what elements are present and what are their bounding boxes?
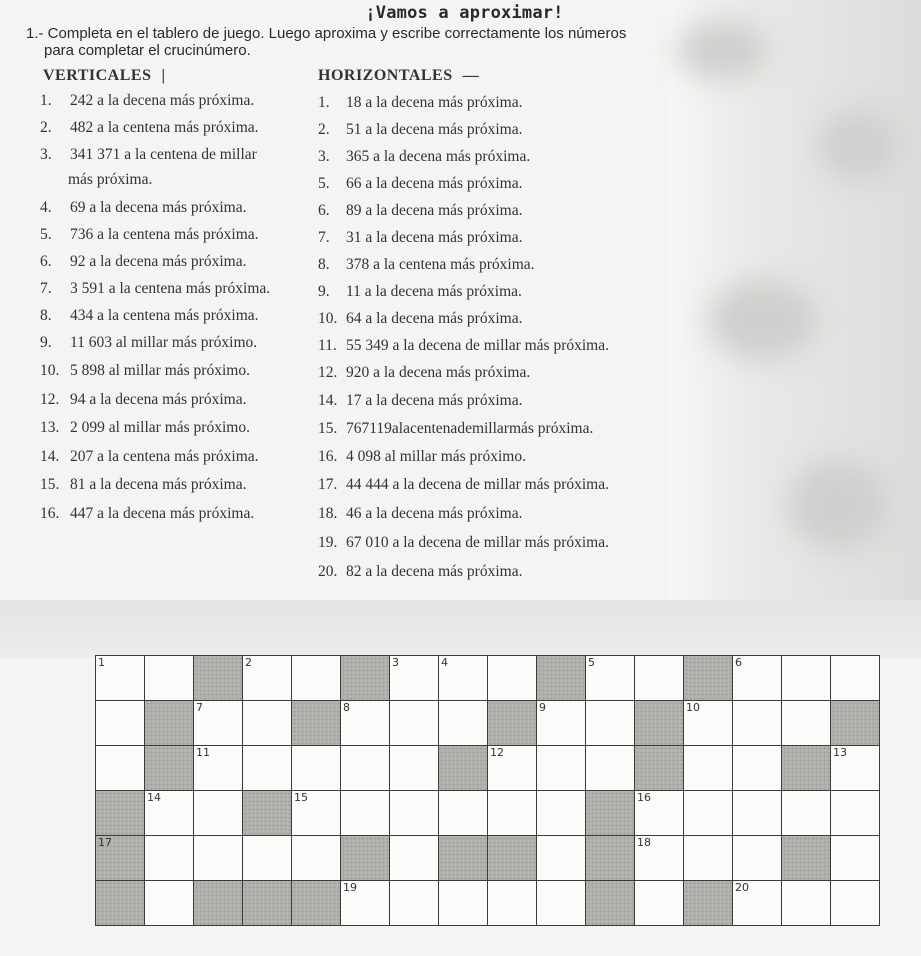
grid-cell[interactable] <box>96 746 145 791</box>
instruction <box>26 25 656 59</box>
grid-cell-blocked <box>488 701 537 746</box>
grid-cell[interactable] <box>292 836 341 881</box>
verticales-heading <box>43 67 166 85</box>
clue-number: 7. <box>40 280 52 297</box>
clue-text: 920 a la decena más próxima. <box>346 364 531 381</box>
clue-text: 207 a la centena más próxima. <box>70 448 259 465</box>
cell-number: 10 <box>686 701 700 714</box>
clue-text: 434 a la centena más próxima. <box>70 307 259 324</box>
grid-cell-blocked <box>194 881 243 926</box>
grid-cell-blocked <box>439 836 488 881</box>
clue-number: 20. <box>318 563 338 580</box>
clue-number: 8. <box>318 256 330 273</box>
cell-number: 15 <box>294 791 308 804</box>
clue-item <box>40 226 259 244</box>
cell-number: 19 <box>343 881 357 894</box>
blur-blob <box>678 20 768 80</box>
clue-item <box>40 419 250 437</box>
clue-item <box>318 202 522 220</box>
clue-text: 51 a la decena más próxima. <box>346 121 523 138</box>
grid-row <box>96 656 880 701</box>
grid-cell[interactable] <box>488 746 537 791</box>
grid-cell[interactable] <box>96 701 145 746</box>
grid-row <box>96 791 880 836</box>
clue-item <box>318 148 530 166</box>
grid-cell-blocked <box>194 656 243 701</box>
clue-item <box>40 199 246 217</box>
grid-cell-blocked <box>537 656 586 701</box>
grid-cell[interactable] <box>341 791 390 836</box>
grid-cell[interactable] <box>145 791 194 836</box>
grid-cell[interactable] <box>390 746 439 791</box>
grid-cell[interactable] <box>733 746 782 791</box>
verticales-heading-label: VERTICALES <box>43 67 152 84</box>
clue-text: 44 444 a la decena de millar más próxima. <box>346 476 609 493</box>
grid-cell[interactable] <box>488 791 537 836</box>
grid-cell-blocked <box>292 701 341 746</box>
grid-cell[interactable] <box>96 656 145 701</box>
clue-text: 31 a la decena más próxima. <box>346 229 523 246</box>
cell-number: 1 <box>98 656 105 669</box>
clue-item <box>40 391 246 409</box>
cell-number: 18 <box>637 836 651 849</box>
clue-number: 12. <box>40 391 60 408</box>
grid-cell[interactable] <box>586 746 635 791</box>
clue-number: 10. <box>40 362 60 379</box>
clue-item <box>318 175 522 193</box>
grid-row <box>96 881 880 926</box>
clue-number: 12. <box>318 364 338 381</box>
grid-cell[interactable] <box>194 791 243 836</box>
clue-number: 9. <box>318 283 330 300</box>
grid-cell[interactable] <box>635 881 684 926</box>
grid-cell[interactable] <box>782 656 831 701</box>
clue-text: 378 a la centena más próxima. <box>346 256 535 273</box>
grid-cell[interactable] <box>684 791 733 836</box>
grid-cell-blocked <box>782 836 831 881</box>
cell-number: 5 <box>588 656 595 669</box>
grid-cell[interactable] <box>831 656 880 701</box>
grid-row <box>96 746 880 791</box>
clue-text: 64 a la decena más próxima. <box>346 310 523 327</box>
instruction-line: para completar el crucinúmero. <box>44 42 251 59</box>
clue-item <box>40 253 246 271</box>
grid-cell[interactable] <box>831 836 880 881</box>
clue-item <box>40 307 259 325</box>
clue-number: 2. <box>318 121 330 138</box>
grid-cell[interactable] <box>488 881 537 926</box>
clue-number: 11. <box>318 337 337 354</box>
grid-cell-blocked <box>96 791 145 836</box>
clue-item <box>318 448 526 466</box>
clue-number: 18. <box>318 505 338 522</box>
clue-text: 67 010 a la decena de millar más próxima. <box>346 534 609 551</box>
clue-text: 89 a la decena más próxima. <box>346 202 523 219</box>
grid-cell[interactable] <box>390 701 439 746</box>
clue-number: 1. <box>318 94 330 111</box>
cell-number: 17 <box>98 836 112 849</box>
grid-cell[interactable] <box>537 791 586 836</box>
page-title: ¡Vamos a aproximar! <box>365 3 564 23</box>
clue-item <box>40 146 257 164</box>
blurred-margin <box>668 0 921 600</box>
clue-text: 18 a la decena más próxima. <box>346 94 523 111</box>
grid-cell-blocked <box>243 881 292 926</box>
clue-number: 17. <box>318 476 338 493</box>
grid-cell[interactable] <box>243 836 292 881</box>
clue-number: 9. <box>40 334 52 351</box>
cell-number: 2 <box>245 656 252 669</box>
clue-number: 3. <box>318 148 330 165</box>
clue-number: 10. <box>318 310 338 327</box>
grid-cell[interactable] <box>537 836 586 881</box>
grid-cell-blocked <box>635 746 684 791</box>
grid-cell[interactable] <box>439 881 488 926</box>
grid-cell[interactable] <box>831 791 880 836</box>
cell-number: 7 <box>196 701 203 714</box>
clue-item <box>40 280 270 298</box>
grid-cell-blocked <box>488 836 537 881</box>
grid-cell[interactable] <box>782 791 831 836</box>
grid-cell[interactable] <box>145 836 194 881</box>
cell-number: 6 <box>735 656 742 669</box>
clue-text: 81 a la decena más próxima. <box>70 476 247 493</box>
clue-number: 5. <box>40 226 52 243</box>
horizontales-heading <box>318 67 479 85</box>
grid-cell-blocked <box>684 656 733 701</box>
clue-item <box>318 392 522 410</box>
cell-number: 9 <box>539 701 546 714</box>
clue-item <box>40 448 259 466</box>
clue-number: 16. <box>318 448 338 465</box>
grid-cell[interactable] <box>733 791 782 836</box>
grid-cell-blocked <box>586 836 635 881</box>
clue-text: 66 a la decena más próxima. <box>346 175 523 192</box>
cell-number: 13 <box>833 746 847 759</box>
grid-cell[interactable] <box>488 656 537 701</box>
clue-number: 14. <box>318 392 338 409</box>
grid-cell[interactable] <box>782 701 831 746</box>
grid-cell[interactable] <box>733 836 782 881</box>
grid-cell-blocked <box>145 746 194 791</box>
clue-item <box>40 334 257 352</box>
cell-number: 3 <box>392 656 399 669</box>
clue-item <box>40 92 254 110</box>
clue-item <box>318 94 522 112</box>
blur-blob <box>788 460 888 550</box>
grid-cell-blocked <box>439 746 488 791</box>
clue-number: 14. <box>40 448 60 465</box>
grid-cell[interactable] <box>145 656 194 701</box>
grid-cell-blocked <box>341 836 390 881</box>
grid-cell[interactable] <box>537 746 586 791</box>
cell-number: 14 <box>147 791 161 804</box>
grid-cell-blocked <box>684 881 733 926</box>
cell-number: 11 <box>196 746 210 759</box>
clue-item <box>40 505 254 523</box>
grid-cell-blocked <box>831 701 880 746</box>
grid-cell-blocked <box>341 656 390 701</box>
clue-item <box>318 121 522 139</box>
grid-cell-blocked <box>782 746 831 791</box>
clue-item <box>318 283 522 301</box>
clue-number: 2. <box>40 119 52 136</box>
clue-text: 242 a la decena más próxima. <box>70 92 255 109</box>
grid-cell[interactable] <box>733 701 782 746</box>
clue-number: 6. <box>318 202 330 219</box>
cell-number: 8 <box>343 701 350 714</box>
clue-text: 92 a la decena más próxima. <box>70 253 247 270</box>
grid-cell[interactable] <box>537 881 586 926</box>
blur-blob <box>708 280 818 360</box>
clue-text: 69 a la decena más próxima. <box>70 199 247 216</box>
clue-item <box>40 476 246 494</box>
clue-number: 19. <box>318 534 338 551</box>
grid-cell-blocked <box>96 881 145 926</box>
clue-number: 3. <box>40 146 52 163</box>
clue-item <box>318 310 522 328</box>
grid-cell-blocked <box>145 701 194 746</box>
clue-number: 7. <box>318 229 330 246</box>
clue-number: 13. <box>40 419 60 436</box>
grid-cell[interactable] <box>243 656 292 701</box>
grid-cell[interactable] <box>635 791 684 836</box>
clue-item <box>318 420 593 438</box>
grid-cell[interactable] <box>390 656 439 701</box>
grid-cell[interactable] <box>292 791 341 836</box>
clue-item <box>318 534 609 552</box>
crossnumber-grid <box>95 655 865 925</box>
vertical-mark: | <box>161 67 166 84</box>
grid-cell-blocked <box>586 791 635 836</box>
clue-item <box>318 337 609 355</box>
clue-item <box>318 476 609 494</box>
clue-text: 82 a la decena más próxima. <box>346 563 523 580</box>
clue-text: 94 a la decena más próxima. <box>70 391 247 408</box>
grid-cell[interactable] <box>684 836 733 881</box>
grid-cell[interactable] <box>831 746 880 791</box>
grid-row <box>96 701 880 746</box>
clue-number: 16. <box>40 505 60 522</box>
grid-cell[interactable] <box>635 656 684 701</box>
grid-cell[interactable] <box>439 656 488 701</box>
grid-cell[interactable] <box>586 656 635 701</box>
grid-cell[interactable] <box>439 791 488 836</box>
clue-item <box>40 362 250 380</box>
grid-cell[interactable] <box>537 701 586 746</box>
grid-table <box>95 655 880 926</box>
grid-cell[interactable] <box>782 881 831 926</box>
clue-text: 767119alacentenademillarmás próxima. <box>346 420 594 437</box>
grid-cell[interactable] <box>390 791 439 836</box>
grid-cell[interactable] <box>635 836 684 881</box>
clue-number: 8. <box>40 307 52 324</box>
horizontales-heading-label: HORIZONTALES <box>318 67 453 84</box>
clue-text: 11 603 al millar más próximo. <box>70 334 258 351</box>
grid-cell[interactable] <box>194 836 243 881</box>
grid-cell[interactable] <box>439 701 488 746</box>
grid-cell[interactable] <box>194 746 243 791</box>
grid-cell[interactable] <box>292 656 341 701</box>
grid-cell-blocked <box>635 701 684 746</box>
clue-item <box>318 505 522 523</box>
grid-cell-blocked <box>292 881 341 926</box>
clue-item <box>318 256 535 274</box>
clue-number: 15. <box>318 420 338 437</box>
grid-cell[interactable] <box>341 746 390 791</box>
cell-number: 20 <box>735 881 749 894</box>
clue-text: 365 a la decena más próxima. <box>346 148 531 165</box>
clue-text: 736 a la centena más próxima. <box>70 226 259 243</box>
clue-text: 46 a la decena más próxima. <box>346 505 523 522</box>
grid-cell[interactable] <box>831 881 880 926</box>
grid-cell-blocked <box>586 881 635 926</box>
grid-cell[interactable] <box>733 881 782 926</box>
grid-cell[interactable] <box>733 656 782 701</box>
clue-text: 11 a la decena más próxima. <box>346 283 522 300</box>
clue-text: 17 a la decena más próxima. <box>346 392 523 409</box>
grid-row <box>96 836 880 881</box>
clue-item <box>40 171 152 189</box>
clue-text: 4 098 al millar más próximo. <box>346 448 526 465</box>
clue-item <box>318 563 522 581</box>
clue-number: 5. <box>318 175 330 192</box>
clue-item <box>40 119 259 137</box>
clue-number: 15. <box>40 476 60 493</box>
clue-item <box>318 229 522 247</box>
clue-text: 482 a la centena más próxima. <box>70 119 259 136</box>
clue-number: 4. <box>40 199 52 216</box>
clue-number: 1. <box>40 92 52 109</box>
blur-blob <box>818 110 898 180</box>
clue-text: 341 371 a la centena de millar <box>70 146 257 163</box>
grid-cell[interactable] <box>243 701 292 746</box>
grid-cell[interactable] <box>341 701 390 746</box>
grid-cell[interactable] <box>390 836 439 881</box>
cell-number: 12 <box>490 746 504 759</box>
grid-cell[interactable] <box>145 881 194 926</box>
clue-text: 5 898 al millar más próximo. <box>70 362 250 379</box>
clue-number: 6. <box>40 253 52 270</box>
grid-cell-blocked <box>96 836 145 881</box>
grid-cell-blocked <box>243 791 292 836</box>
clue-text: 55 349 a la decena de millar más próxima. <box>346 337 609 354</box>
cell-number: 4 <box>441 656 448 669</box>
grid-cell[interactable] <box>684 746 733 791</box>
clue-item <box>318 364 530 382</box>
grid-cell[interactable] <box>243 746 292 791</box>
instruction-line: 1.- Completa en el tablero de juego. Luego aproxima y escribe correctamente los números <box>26 25 627 42</box>
clue-text: 3 591 a la centena más próxima. <box>70 280 271 297</box>
grid-cell[interactable] <box>684 701 733 746</box>
clue-text: 447 a la decena más próxima. <box>70 505 255 522</box>
grid-cell[interactable] <box>194 701 243 746</box>
horizontal-mark: — <box>462 67 480 84</box>
blurred-strip <box>0 600 921 658</box>
clue-text: más próxima. <box>68 171 153 188</box>
grid-cell[interactable] <box>586 701 635 746</box>
clue-text: 2 099 al millar más próximo. <box>70 419 250 436</box>
grid-cell[interactable] <box>390 881 439 926</box>
cell-number: 16 <box>637 791 651 804</box>
grid-cell[interactable] <box>341 881 390 926</box>
grid-cell[interactable] <box>292 746 341 791</box>
